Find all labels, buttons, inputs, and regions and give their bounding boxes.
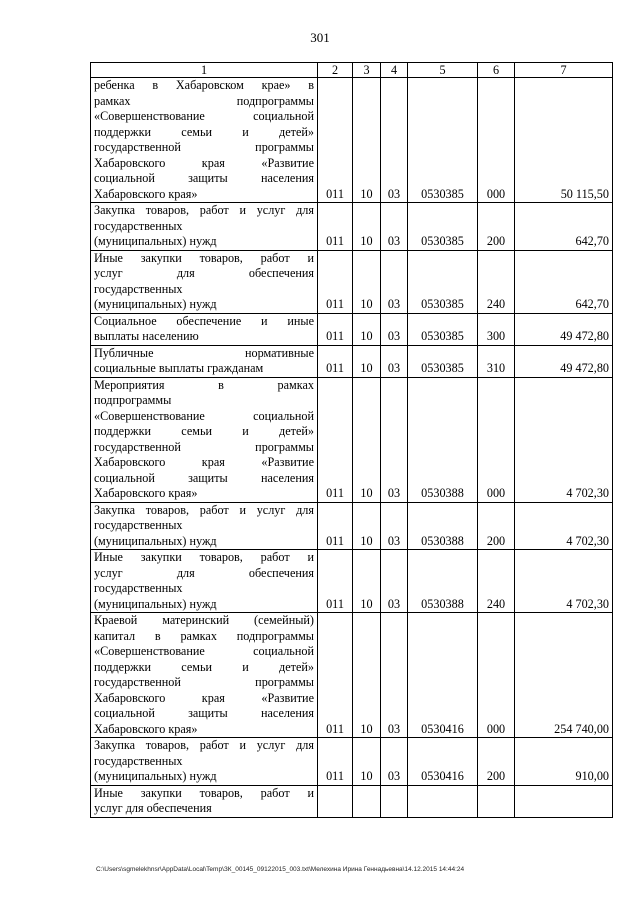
expense-name-line: поддержки семьи и детей» (94, 124, 314, 139)
subsection-cell: 03 (381, 250, 408, 313)
expense-name-line: Хабаровского края» (94, 486, 198, 500)
expense-name-line: (муниципальных) нужд (94, 297, 217, 311)
expense-name-line: поддержки семьи и детей» (94, 424, 314, 438)
target-cell: 0530385 (408, 313, 478, 345)
sum-cell: 910,00 (515, 738, 613, 786)
expense-name-line: Иные закупки товаров, работ и (94, 250, 314, 265)
expense-name-line: услуг для обеспечения (94, 801, 212, 815)
subsection-cell: 03 (381, 203, 408, 251)
expense-name-line: Краевой материнский (семейный) (94, 613, 314, 627)
subsection-cell: 03 (381, 738, 408, 786)
expense-name-line: поддержки семьи и детей» (94, 659, 314, 674)
table-row (91, 313, 613, 345)
ministry-cell: 011 (318, 250, 353, 313)
expense-name-line: подпрограммы (94, 393, 172, 407)
expense-type-cell: 300 (478, 313, 515, 345)
target-cell: 0530388 (408, 377, 478, 502)
ministry-cell: 011 (318, 313, 353, 345)
header-cell: 6 (478, 63, 515, 78)
expense-name-line: социальной защиты населения (94, 470, 314, 485)
subsection-cell: 03 (381, 550, 408, 613)
expense-name-line: «Совершенствование социальной (94, 644, 314, 658)
target-cell: 0530385 (408, 250, 478, 313)
file-path-footer: C:\Users\sgmelekhnsr\AppData\Local\Temp\ЗК_00145_09122015_003.txt\Мелехина Ирина Геннадьевна\14.12.2015 14:44:24 (96, 866, 465, 873)
ministry-cell: 011 (318, 613, 353, 738)
expense-name-cell (91, 738, 318, 786)
subsection-cell: 03 (381, 78, 408, 203)
table-row (91, 502, 613, 550)
expense-name-line: услуг для обеспечения (94, 565, 314, 580)
page-number: 301 (310, 30, 330, 45)
budget-table (90, 62, 613, 818)
section-cell: 10 (353, 613, 381, 738)
expense-name-cell (91, 203, 318, 251)
table-header-row (91, 63, 613, 78)
target-cell (408, 785, 478, 817)
expense-name-line: государственной программы (94, 140, 314, 154)
expense-name-cell (91, 502, 318, 550)
expense-name-line: Иные закупки товаров, работ и (94, 550, 314, 564)
section-cell (353, 785, 381, 817)
expense-name-line: государственных (94, 281, 183, 296)
ministry-cell: 011 (318, 78, 353, 203)
section-cell: 10 (353, 502, 381, 550)
expense-type-cell (478, 785, 515, 817)
expense-name-line: государственной программы (94, 675, 314, 689)
table-row (91, 345, 613, 377)
ministry-cell: 011 (318, 738, 353, 786)
expense-name-cell (91, 250, 318, 313)
target-cell: 0530388 (408, 502, 478, 550)
table-body (91, 63, 613, 818)
target-cell: 0530385 (408, 345, 478, 377)
expense-name-line: (муниципальных) нужд (94, 596, 217, 611)
expense-name-line: Закупка товаров, работ и услуг для (94, 738, 314, 752)
expense-name-line: социальные выплаты гражданам (94, 361, 264, 375)
table-row (91, 203, 613, 251)
expense-name-line: Хабаровского края «Развитие (94, 155, 314, 170)
header-cell: 5 (408, 63, 478, 78)
expense-name-cell (91, 613, 318, 738)
sum-cell: 50 115,50 (515, 78, 613, 203)
expense-type-cell: 240 (478, 550, 515, 613)
subsection-cell: 03 (381, 345, 408, 377)
ministry-cell: 011 (318, 377, 353, 502)
expense-name-line: Хабаровского края» (94, 721, 198, 736)
table-row (91, 785, 613, 817)
table-row (91, 377, 613, 502)
expense-name-line: Публичные нормативные (94, 345, 314, 360)
target-cell: 0530416 (408, 613, 478, 738)
expense-type-cell: 200 (478, 738, 515, 786)
sum-cell: 4 702,30 (515, 550, 613, 613)
sum-cell (515, 785, 613, 817)
section-cell: 10 (353, 203, 381, 251)
sum-cell: 254 740,00 (515, 613, 613, 738)
subsection-cell: 03 (381, 502, 408, 550)
target-cell: 0530388 (408, 550, 478, 613)
ministry-cell: 011 (318, 345, 353, 377)
table-row (91, 250, 613, 313)
expense-type-cell: 000 (478, 613, 515, 738)
expense-name-line: «Совершенствование социальной (94, 109, 314, 123)
expense-name-cell (91, 345, 318, 377)
expense-name-line: Хабаровского края» (94, 186, 198, 201)
expense-name-line: государственных (94, 581, 183, 595)
expense-name-cell (91, 377, 318, 502)
ministry-cell: 011 (318, 502, 353, 550)
subsection-cell: 03 (381, 313, 408, 345)
expense-name-line: (муниципальных) нужд (94, 533, 217, 548)
expense-name-line: услуг для обеспечения (94, 266, 314, 280)
header-cell: 2 (318, 63, 353, 78)
expense-name-line: социальной защиты населения (94, 171, 314, 185)
table-row (91, 738, 613, 786)
expense-name-line: государственных (94, 753, 183, 768)
subsection-cell: 03 (381, 377, 408, 502)
section-cell: 10 (353, 313, 381, 345)
expense-name-line: Хабаровского края «Развитие (94, 690, 314, 705)
ministry-cell: 011 (318, 203, 353, 251)
ministry-cell: 011 (318, 550, 353, 613)
section-cell: 10 (353, 78, 381, 203)
expense-name-cell (91, 313, 318, 345)
target-cell: 0530416 (408, 738, 478, 786)
expense-name-line: Мероприятия в рамках (94, 377, 314, 392)
expense-type-cell: 000 (478, 377, 515, 502)
expense-name-line: социальной защиты населения (94, 706, 314, 720)
expense-name-line: Закупка товаров, работ и услуг для (94, 502, 314, 517)
table-row (91, 550, 613, 613)
target-cell: 0530385 (408, 203, 478, 251)
expense-name-line: «Совершенствование социальной (94, 408, 314, 423)
table-row (91, 78, 613, 203)
target-cell: 0530385 (408, 78, 478, 203)
subsection-cell (381, 785, 408, 817)
section-cell: 10 (353, 738, 381, 786)
header-cell: 7 (515, 63, 613, 78)
sum-cell: 49 472,80 (515, 345, 613, 377)
expense-name-line: ребенка в Хабаровском крае» в (94, 78, 314, 92)
expense-name-line: рамках подпрограммы (94, 93, 314, 108)
expense-name-line: государственных (94, 218, 183, 233)
expense-name-line: государственных (94, 518, 183, 532)
sum-cell: 642,70 (515, 250, 613, 313)
section-cell: 10 (353, 377, 381, 502)
expense-name-cell (91, 785, 318, 817)
sum-cell: 4 702,30 (515, 502, 613, 550)
expense-name-cell (91, 550, 318, 613)
expense-type-cell: 200 (478, 203, 515, 251)
header-cell: 4 (381, 63, 408, 78)
section-cell: 10 (353, 345, 381, 377)
expense-type-cell: 240 (478, 250, 515, 313)
expense-name-line: Социальное обеспечение и иные (94, 313, 314, 328)
sum-cell: 49 472,80 (515, 313, 613, 345)
expense-name-line: (муниципальных) нужд (94, 234, 217, 248)
ministry-cell (318, 785, 353, 817)
expense-type-cell: 000 (478, 78, 515, 203)
expense-name-cell (91, 78, 318, 203)
header-cell: 1 (91, 63, 318, 78)
expense-type-cell: 200 (478, 502, 515, 550)
table-row (91, 613, 613, 738)
expense-name-line: (муниципальных) нужд (94, 769, 217, 783)
section-cell: 10 (353, 250, 381, 313)
sum-cell: 4 702,30 (515, 377, 613, 502)
expense-name-line: капитал в рамках подпрограммы (94, 628, 314, 643)
expense-name-line: выплаты населению (94, 329, 199, 343)
expense-name-line: государственной программы (94, 439, 314, 454)
header-cell: 3 (353, 63, 381, 78)
expense-type-cell: 310 (478, 345, 515, 377)
sum-cell: 642,70 (515, 203, 613, 251)
expense-name-line: Иные закупки товаров, работ и (94, 785, 314, 800)
subsection-cell: 03 (381, 613, 408, 738)
section-cell: 10 (353, 550, 381, 613)
expense-name-line: Закупка товаров, работ и услуг для (94, 203, 314, 217)
expense-name-line: Хабаровского края «Развитие (94, 455, 314, 469)
